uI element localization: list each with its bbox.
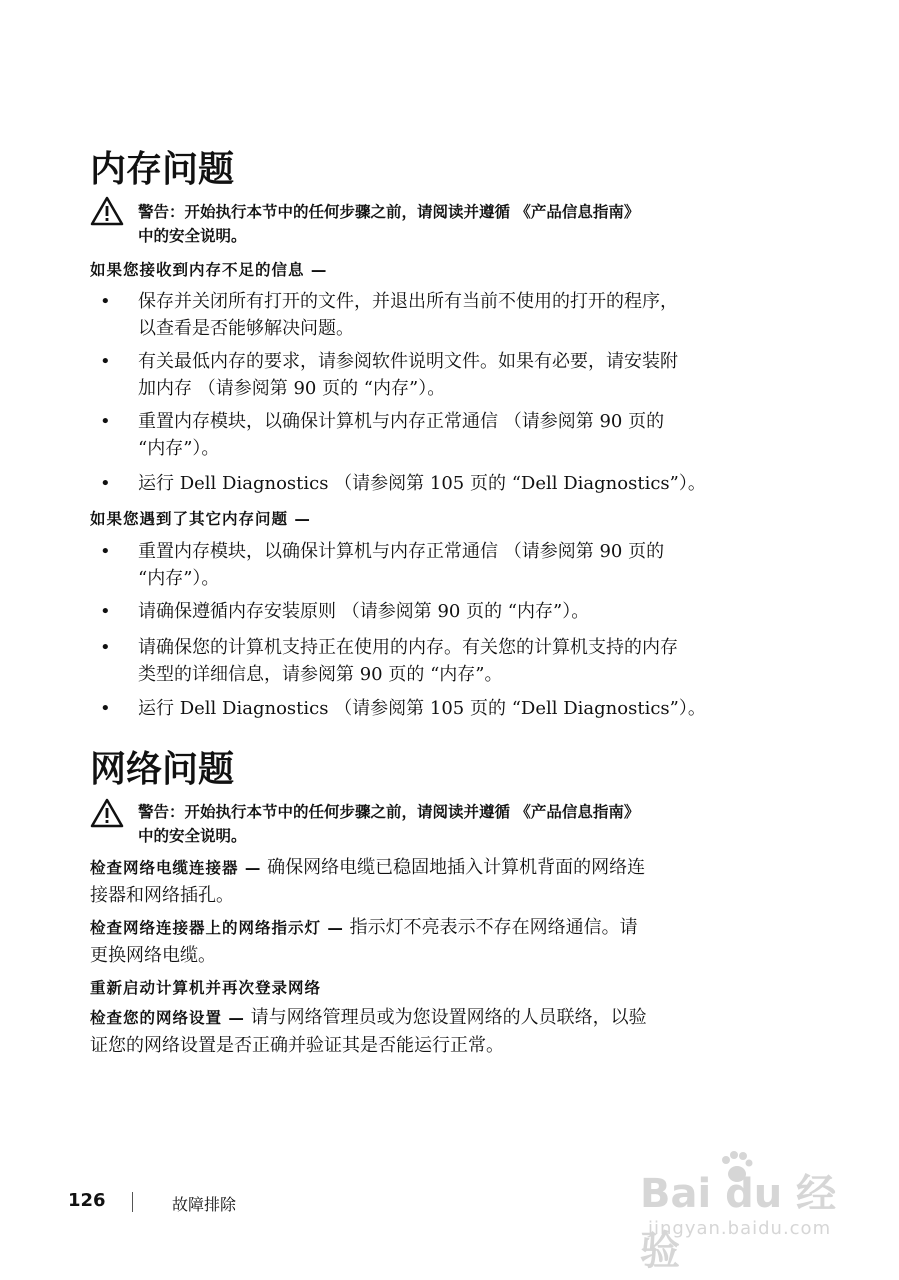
paragraph-text: 接器和网络插孔。 bbox=[90, 885, 234, 906]
bullet-icon: • bbox=[100, 411, 111, 432]
list-item-text: 加内存 （请参阅第 90 页的 “内存”）。 bbox=[138, 378, 446, 399]
baidu-watermark bbox=[640, 1150, 870, 1274]
paragraph-lead: 检查您的网络设置 — bbox=[90, 1009, 245, 1027]
bullet-icon: • bbox=[100, 637, 111, 658]
warning-text-line2: 中的安全说明。 bbox=[138, 827, 247, 845]
memory-problems-heading: 内存问题 bbox=[90, 149, 235, 190]
paragraph-lead: 检查网络电缆连接器 — bbox=[90, 859, 262, 877]
paragraph-text: 请与网络管理员或为您设置网络的人员联络，以验 bbox=[244, 1007, 647, 1028]
list-item-text: 保存并关闭所有打开的文件，并退出所有当前不使用的打开的程序， bbox=[138, 291, 678, 312]
paragraph-lead: 检查网络连接器上的网络指示灯 — bbox=[90, 919, 344, 937]
warning-text-line1: 警告：开始执行本节中的任何步骤之前，请阅读并遵循 《产品信息指南》 bbox=[138, 203, 640, 221]
bullet-icon: • bbox=[100, 473, 111, 494]
paragraph-text: 更换网络电缆。 bbox=[90, 945, 216, 966]
list-item-text: 类型的详细信息，请参阅第 90 页的 “内存”。 bbox=[138, 664, 503, 685]
bullet-icon: • bbox=[100, 541, 111, 562]
check-settings-paragraph bbox=[90, 1004, 780, 1059]
restart-paragraph bbox=[90, 974, 780, 1002]
list-item-text: 运行 Dell Diagnostics （请参阅第 105 页的 “Dell Diagnostics”）。 bbox=[138, 698, 706, 719]
list-item-text: 请确保您的计算机支持正在使用的内存。有关您的计算机支持的内存 bbox=[138, 637, 678, 658]
watermark-url: jingyan.baidu.com bbox=[648, 1218, 832, 1239]
list-item-text: 有关最低内存的要求，请参阅软件说明文件。如果有必要，请安装附 bbox=[138, 351, 678, 372]
bullet-icon: • bbox=[100, 291, 111, 312]
footer-section-title: 故障排除 bbox=[172, 1195, 237, 1214]
check-indicator-paragraph bbox=[90, 914, 780, 969]
network-problems-heading: 网络问题 bbox=[90, 749, 235, 790]
paragraph-text: 确保网络电缆已稳固地插入计算机背面的网络连 bbox=[261, 857, 646, 878]
list-item-text: “内存”）。 bbox=[138, 438, 220, 459]
bullet-icon: • bbox=[100, 351, 111, 372]
warning-text-line1: 警告：开始执行本节中的任何步骤之前，请阅读并遵循 《产品信息指南》 bbox=[138, 803, 640, 821]
watermark-brand: Bai du 经验 bbox=[640, 1171, 837, 1274]
check-cable-paragraph bbox=[90, 854, 780, 909]
page-number: 126 bbox=[68, 1190, 106, 1211]
list-item-text: 运行 Dell Diagnostics （请参阅第 105 页的 “Dell Diagnostics”）。 bbox=[138, 473, 706, 494]
list-item-text: 重置内存模块，以确保计算机与内存正常通信 （请参阅第 90 页的 bbox=[138, 541, 665, 562]
list-item-text: 以查看是否能够解决问题。 bbox=[138, 318, 354, 339]
bullet-icon: • bbox=[100, 698, 111, 719]
list-item-text: 重置内存模块，以确保计算机与内存正常通信 （请参阅第 90 页的 bbox=[138, 411, 665, 432]
low-memory-subheading: 如果您接收到内存不足的信息 — bbox=[90, 261, 328, 279]
paragraph-text: 指示灯不亮表示不存在网络通信。请 bbox=[343, 917, 638, 938]
warning-triangle-icon bbox=[90, 196, 124, 226]
bullet-icon: • bbox=[100, 601, 111, 622]
warning-triangle-icon bbox=[90, 798, 124, 828]
list-item-text: 请确保遵循内存安装原则 （请参阅第 90 页的 “内存”）。 bbox=[138, 601, 590, 622]
paragraph-lead: 重新启动计算机并再次登录网络 bbox=[90, 979, 322, 997]
other-memory-subheading: 如果您遇到了其它内存问题 — bbox=[90, 510, 311, 528]
warning-text-line2: 中的安全说明。 bbox=[138, 227, 247, 245]
paragraph-text: 证您的网络设置是否正确并验证其是否能运行正常。 bbox=[90, 1035, 504, 1056]
footer-divider bbox=[132, 1192, 133, 1212]
list-item-text: “内存”）。 bbox=[138, 568, 220, 589]
